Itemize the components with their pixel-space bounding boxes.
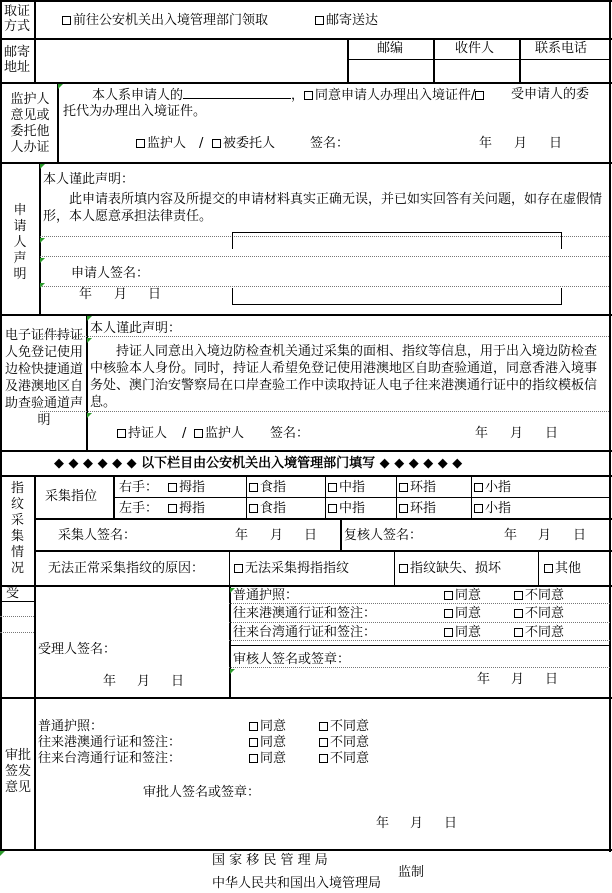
checkbox-icon[interactable] <box>117 429 126 438</box>
applicant-statement-label: 申请人声明 <box>13 203 27 282</box>
checkbox-icon[interactable] <box>399 483 408 492</box>
checkbox-icon[interactable] <box>168 504 177 513</box>
echannel-month: 月 <box>510 426 524 441</box>
checkbox-icon[interactable] <box>319 738 328 747</box>
acceptance-label: 受 <box>6 586 20 601</box>
checkbox-icon[interactable] <box>249 504 258 513</box>
approval-passport: 普通护照： <box>38 719 104 734</box>
collect-method-label: 取证方式 <box>3 4 30 34</box>
unable-reason-label: 无法正常采集指纹的原因： <box>48 561 205 576</box>
approval-year: 年 <box>376 816 390 831</box>
checkbox-icon[interactable] <box>249 483 258 492</box>
checkbox-icon[interactable] <box>444 609 453 618</box>
checkbox-icon[interactable] <box>249 754 258 763</box>
guardian-year: 年 <box>479 136 493 151</box>
echannel-opt-guardian[interactable]: 监护人 <box>194 426 244 441</box>
collector-sign-label: 采集人签名： <box>58 528 137 543</box>
checkbox-icon[interactable] <box>194 429 203 438</box>
guardian-entrust-text: 受申请人的委 <box>511 87 590 102</box>
col-recipient: 收件人 <box>455 41 495 56</box>
guardian-sign-label: 签名： <box>310 136 350 151</box>
acc-passport-disagree[interactable]: 不同意 <box>514 588 564 603</box>
apr-hk-disagree[interactable]: 不同意 <box>319 735 369 750</box>
acceptance-passport: 普通护照： <box>233 588 299 603</box>
checkbox-icon[interactable] <box>474 504 483 513</box>
right-index-option[interactable]: 食指 <box>249 480 286 495</box>
reviewer-month: 月 <box>538 528 552 543</box>
reason-missing[interactable]: 指纹缺失、损坏 <box>399 561 501 576</box>
left-index-option[interactable]: 食指 <box>249 501 286 516</box>
checkbox-icon[interactable] <box>212 139 221 148</box>
applicant-statement-text: 此申请表所填内容及所提交的申请材料真实正确无误，并已如实回答有关问题，如存在虚假情形，本人愿意承担法律责任。 <box>43 192 603 224</box>
reviewer-sign-label: 复核人签名： <box>344 528 423 543</box>
checkbox-icon[interactable] <box>62 16 71 25</box>
apr-tw-disagree[interactable]: 不同意 <box>319 751 369 766</box>
echannel-year: 年 <box>475 426 489 441</box>
guardian-label: 监护人意见或委托他人办证 <box>10 92 50 155</box>
approval-day: 日 <box>444 816 458 831</box>
collector-day: 日 <box>304 528 318 543</box>
acc-hk-disagree[interactable]: 不同意 <box>514 606 564 621</box>
approval-label: 审批签发意见 <box>4 748 31 795</box>
checkbox-icon[interactable] <box>328 504 337 513</box>
checkbox-icon[interactable] <box>249 722 258 731</box>
apr-passport-disagree[interactable]: 不同意 <box>319 719 369 734</box>
collector-year: 年 <box>235 528 249 543</box>
checkbox-icon[interactable] <box>304 91 313 100</box>
checkbox-icon[interactable] <box>514 591 523 600</box>
acceptor-day: 日 <box>171 674 185 689</box>
left-middle-option[interactable]: 中指 <box>328 501 365 516</box>
acc-tw-agree[interactable]: 同意 <box>444 625 481 640</box>
right-middle-option[interactable]: 中指 <box>328 480 365 495</box>
approval-hk-macau: 往来港澳通行证和签注： <box>38 735 182 750</box>
left-ring-option[interactable]: 环指 <box>399 501 436 516</box>
finger-position-label: 采集指位 <box>45 489 98 504</box>
apr-hk-agree[interactable]: 同意 <box>249 735 286 750</box>
acceptor-month: 月 <box>137 674 151 689</box>
guardian-opt-trustee[interactable]: 被委托人 <box>212 136 275 151</box>
applicant-day: 日 <box>148 287 162 302</box>
checkbox-icon[interactable] <box>315 16 324 25</box>
left-little-option[interactable]: 小指 <box>474 501 511 516</box>
collect-option-office[interactable]: 前往公安机关出入境管理部门领取 <box>62 13 268 28</box>
mail-address-label: 邮寄地址 <box>3 45 30 75</box>
checkbox-icon[interactable] <box>136 139 145 148</box>
reviewer-year: 年 <box>504 528 518 543</box>
applicant-month: 月 <box>114 287 128 302</box>
acceptor-year: 年 <box>103 674 117 689</box>
checkbox-icon[interactable] <box>474 483 483 492</box>
checkbox-icon[interactable] <box>234 564 243 573</box>
guardian-line1: 本人系申请人的 ， 同意申请人办理出入境证件/ <box>92 87 486 103</box>
checkbox-icon[interactable] <box>475 91 484 100</box>
guardian-opt-guardian[interactable]: 监护人 <box>136 136 186 151</box>
slash: / <box>199 136 204 151</box>
approver-sign-label: 审批人签名或签章： <box>143 785 261 800</box>
echannel-label: 电子证件持证人免登记使用边检快捷通道及港澳地区自助查验通道声明 <box>4 328 83 428</box>
reason-other[interactable]: 其他 <box>544 561 581 576</box>
collector-month: 月 <box>270 528 284 543</box>
applicant-heading: 本人谨此声明： <box>43 172 135 187</box>
col-phone: 联系电话 <box>535 41 588 56</box>
checkbox-icon[interactable] <box>319 722 328 731</box>
checkbox-icon[interactable] <box>319 754 328 763</box>
footer-supervised: 监制 <box>398 865 425 880</box>
acceptance-taiwan: 往来台湾通行证和签注： <box>233 625 377 640</box>
checkbox-icon[interactable] <box>444 628 453 637</box>
left-hand-label: 左手： <box>119 501 159 516</box>
applicant-year: 年 <box>79 287 93 302</box>
left-thumb-option[interactable]: 拇指 <box>168 501 205 516</box>
checkbox-icon[interactable] <box>514 628 523 637</box>
right-thumb-option[interactable]: 拇指 <box>168 480 205 495</box>
official-use-banner: ◆ ◆ ◆ ◆ ◆ ◆ 以下栏目由公安机关出入境管理部门填写 ◆ ◆ ◆ ◆ ◆ ◆ <box>54 456 463 471</box>
footer-org-immigration: 国 家 移 民 管 理 局 <box>212 853 328 868</box>
acceptor-sign-label: 受理人签名： <box>38 642 117 657</box>
apr-passport-agree[interactable]: 同意 <box>249 719 286 734</box>
checkbox-icon[interactable] <box>544 564 553 573</box>
acceptance-hk-macau: 往来港澳通行证和签注： <box>233 606 377 621</box>
right-ring-option[interactable]: 环指 <box>399 480 436 495</box>
acc-reviewer-month: 月 <box>511 672 525 687</box>
approval-month: 月 <box>410 816 424 831</box>
footer-org-exit-entry: 中华人民共和国出入境管理局 <box>212 876 382 891</box>
guardian-month: 月 <box>514 136 528 151</box>
acc-hk-agree[interactable]: 同意 <box>444 606 481 621</box>
echannel-day: 日 <box>545 426 559 441</box>
fingerprint-label: 指纹采集情况 <box>10 481 24 576</box>
applicant-sign-label: 申请人签名： <box>71 266 150 281</box>
guardian-day: 日 <box>549 136 563 151</box>
echannel-heading: 本人谨此声明： <box>90 321 182 336</box>
collect-option-mail[interactable]: 邮寄送达 <box>315 13 378 28</box>
acc-reviewer-year: 年 <box>477 672 491 687</box>
right-hand-label: 右手： <box>119 480 159 495</box>
acc-reviewer-day: 日 <box>545 672 559 687</box>
slash: / <box>182 426 187 441</box>
checkbox-icon[interactable] <box>168 483 177 492</box>
acc-tw-disagree[interactable]: 不同意 <box>514 625 564 640</box>
checkbox-icon[interactable] <box>444 591 453 600</box>
checkbox-icon[interactable] <box>249 738 258 747</box>
acc-reviewer-sign-label: 审核人签名或签章： <box>233 652 351 667</box>
checkbox-icon[interactable] <box>399 564 408 573</box>
echannel-opt-holder[interactable]: 持证人 <box>117 426 167 441</box>
checkbox-icon[interactable] <box>514 609 523 618</box>
reason-no-thumb[interactable]: 无法采集拇指指纹 <box>234 561 349 576</box>
guardian-line2: 托代为办理出入境证件。 <box>63 104 207 119</box>
checkbox-icon[interactable] <box>399 504 408 513</box>
col-postcode: 邮编 <box>377 41 404 56</box>
apr-tw-agree[interactable]: 同意 <box>249 751 286 766</box>
right-little-option[interactable]: 小指 <box>474 480 511 495</box>
echannel-sign-label: 签名： <box>270 426 310 441</box>
reviewer-day: 日 <box>573 528 587 543</box>
echannel-statement-text: 持证人同意出入境边防检查机关通过采集的面相、指纹等信息，用于出入境边防检查中核验本人身份。同时，持证人希望免登记使用港澳地区自助查验通道，同意香港入境事务处、澳门治安警察局在口岸查验工作中读取持证人电子往来港澳通行证中的指纹模板信息。 <box>90 344 598 410</box>
approval-taiwan: 往来台湾通行证和签注： <box>38 751 182 766</box>
checkbox-icon[interactable] <box>328 483 337 492</box>
acc-passport-agree[interactable]: 同意 <box>444 588 481 603</box>
